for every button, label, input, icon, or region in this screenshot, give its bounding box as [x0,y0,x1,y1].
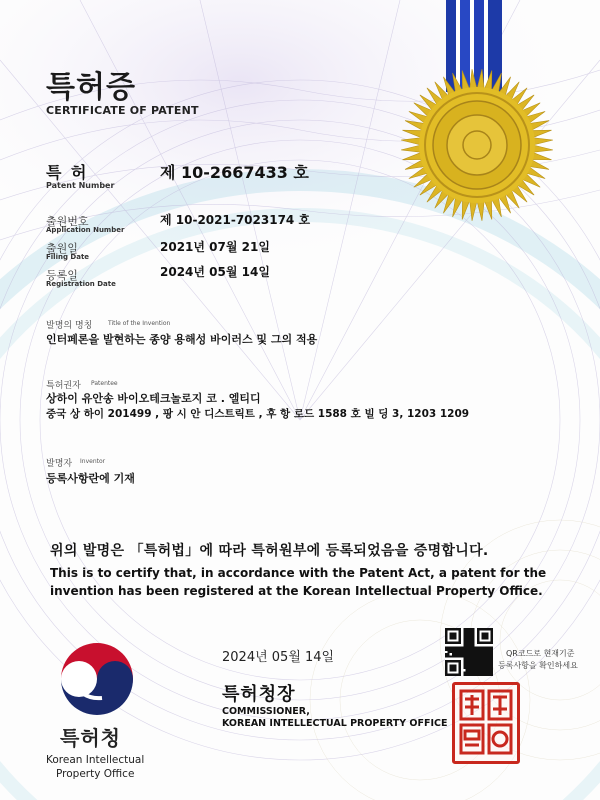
certificate-title: 특허증 [46,70,136,105]
application-number-label-en: Application Number [46,226,125,234]
kipo-logo-text-ko: 특허청 [60,726,121,750]
filing-date-value: 2021년 07월 21일 [160,240,270,254]
patent-number-label-ko: 특 허 [46,163,89,182]
application-number-label-ko: 출원번호 [46,215,89,228]
commissioner-title-en-line2: KOREAN INTELLECTUAL PROPERTY OFFICE [222,718,448,729]
registration-date-value: 2024년 05월 14일 [160,265,270,279]
certification-statement-en-line1: This is to certify that, in accordance with the Patent Act, a patent for the [50,566,547,580]
inventor-label-ko: 발명자 [46,459,73,469]
commissioner-title-en-line1: COMMISSIONER, [222,706,310,717]
gold-seal-icon [398,66,556,224]
patent-number-value: 제 10-2667433 호 [160,163,309,182]
filing-date-label-ko: 출원일 [46,242,78,255]
registration-date-label-en: Registration Date [46,280,116,288]
patentee-label-en: Patentee [91,380,118,387]
kipo-logo-text-en-line1: Korean Intellectual [46,754,145,766]
patentee-address: 중국 상 하이 201499 , 팡 시 안 디스트릭트 , 후 항 로드 1588 호 빌 딩 3, 1203 1209 [46,408,470,420]
qr-code [445,628,493,676]
qr-note-line1: QR코드로 현재기준 [506,649,575,658]
invention-title-label-en: Title of the Invention [108,320,171,327]
inventor-label-en: Inventor [80,458,106,465]
patent-number-label-en: Patent Number [46,181,115,190]
stamp-seal-icon [455,685,517,761]
official-stamp [452,682,520,764]
certification-statement-ko: 위의 발명은 「특허법」에 따라 특허원부에 등록되었음을 증명합니다. [50,543,489,559]
qr-note-line2: 등록사항을 확인하세요 [498,661,578,670]
certification-statement-en-line2: invention has been registered at the Korean Intellectual Property Office. [50,584,543,598]
kipo-taegeuk-logo-icon [58,640,136,718]
application-number-value: 제 10-2021-7023174 호 [160,213,311,227]
invention-title-value: 인터페론을 발현하는 종양 용해성 바이러스 및 그의 적용 [46,333,318,346]
commissioner-title-ko: 특허청장 [222,684,296,705]
kipo-logo-text-en-line2: Property Office [56,768,135,780]
patentee-label-ko: 특허권자 [46,381,81,391]
filing-date-label-en: Filing Date [46,253,90,261]
patentee-name: 상하이 유안송 바이오테크놀로지 코 . 엘티디 [46,392,261,405]
invention-title-label-ko: 발명의 명칭 [46,321,93,331]
issue-date: 2024년 05월 14일 [222,650,335,665]
certificate-title-english: CERTIFICATE OF PATENT [46,104,199,117]
registration-date-label-ko: 등록일 [46,269,78,282]
inventor-value: 등록사항란에 기재 [46,472,135,485]
